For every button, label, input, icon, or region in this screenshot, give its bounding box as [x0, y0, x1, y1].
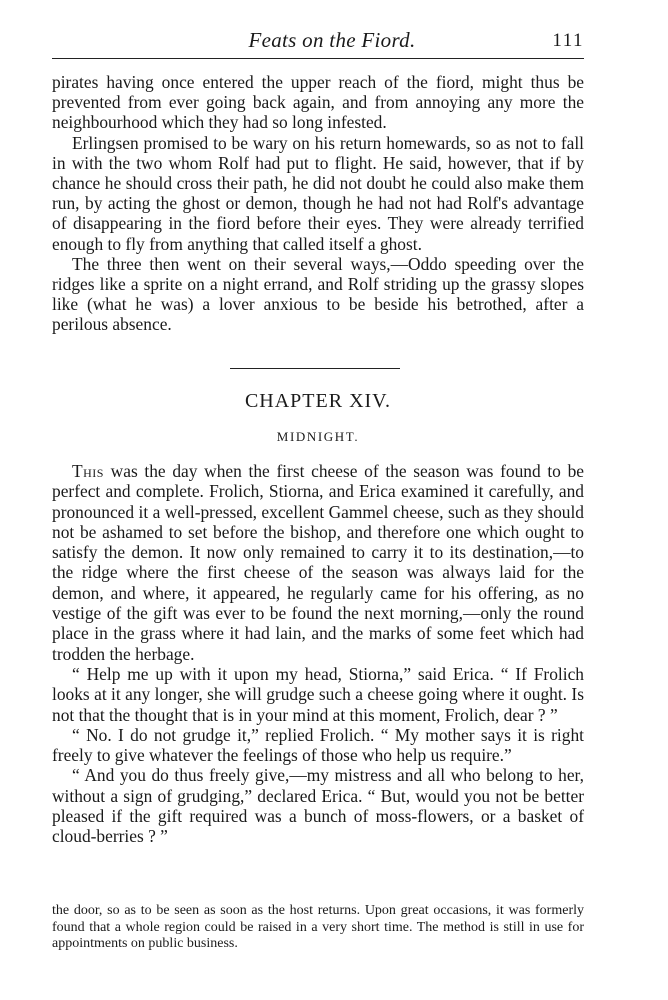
opening-word: This	[72, 461, 104, 481]
chapter-title: CHAPTER XIV.	[244, 390, 392, 412]
paragraph: Erlingsen promised to be wary on his return homewards, so as not to fall in with the two whom Rolf had put to flight. He said, however, that if by chance he should cross their path, he did not doubt he could also make them run, by acting the ghost or demon, though he had not had Rolf's advantage of disappearing in the fiord before their eyes. They were already terrified enough to fly from anything that called itself a ghost.	[52, 132, 584, 254]
paragraph: The three then went on their several ways,—Oddo speeding over the ridges like a sprite on a night errand, and Rolf striding up the grassy slopes like (what he was) a lover anxious to be beside his betrothed, after a perilous absence.	[52, 253, 584, 335]
footnote	[52, 903, 584, 953]
paragraph: “ And you do thus freely give,—my mistress and all who belong to her, without a sign of grudging,” declared Erica. “ But, would you not be better pleased if the gift required was a bunch of moss-flowers, or a basket of cloud-berries ? ”	[52, 765, 584, 847]
paragraph	[52, 461, 584, 664]
footnote-text: the door, so as to be seen as soon as the host returns. Upon great occasions, it was formerly found that a whole region could be raised in a very short time. The method is still in use for appointments on public business.	[52, 903, 584, 952]
page-header	[52, 28, 584, 59]
chapter-text	[52, 461, 584, 847]
page-number: 111	[552, 30, 584, 51]
previous-chapter-text	[52, 72, 584, 335]
section-divider	[230, 368, 400, 369]
paragraph: pirates having once entered the upper reach of the fiord, might thus be prevented from ever going back again, and from annoying any more the neighbourhood which they had so long infested.	[52, 72, 584, 133]
paragraph-text: was the day when the first cheese of the season was found to be perfect and complete. Frolich, Stiorna, and Erica examined it carefully, and pronounced it a well-pressed, excellent Gammel cheese, such as they should not be ashamed to set before the bishop, and therefore one which ought to satisfy the demon. It now only remained to carry it to its destination,—to the ridge where the first cheese of the season was always laid for the demon, and where, it appeared, he regularly came for his offering, as no vestige of the gift was ever to be found the next morning,—only the round place in the grass where it had lain, and the marks of some feet which had trodden the herbage.	[52, 461, 584, 664]
running-title: Feats on the Fiord.	[248, 28, 416, 52]
chapter-subtitle: MIDNIGHT.	[276, 429, 360, 444]
paragraph: “ No. I do not grudge it,” replied Frolich. “ My mother says it is right freely to give whatever the feelings of those who help us require.”	[52, 724, 584, 766]
paragraph: “ Help me up with it upon my head, Stiorna,” said Erica. “ If Frolich looks at it any longer, she will grudge such a cheese going where it ought. Is not that the thought that is in your mind at this moment, Frolich, dear ? ”	[52, 663, 584, 725]
